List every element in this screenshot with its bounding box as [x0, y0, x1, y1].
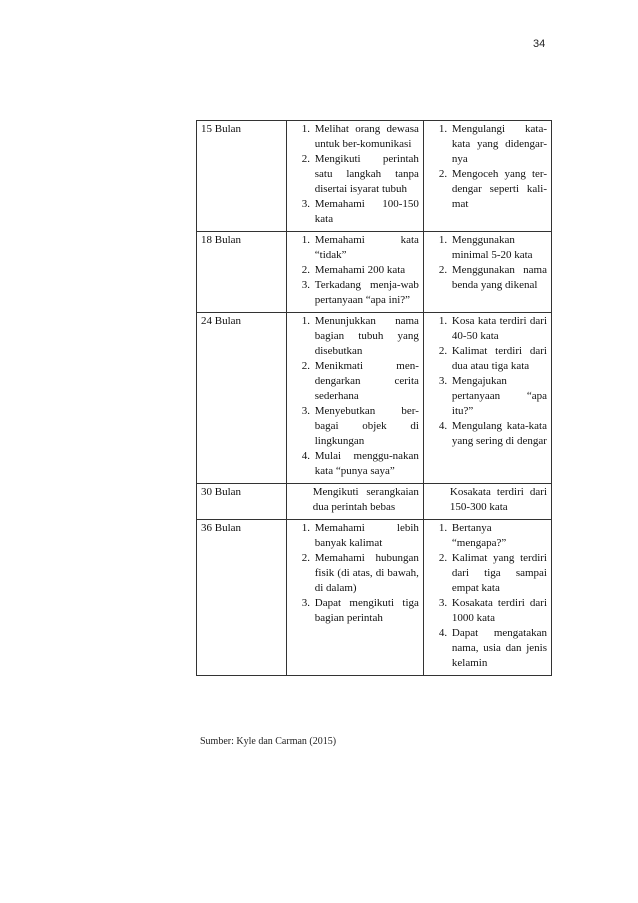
comprehension-cell	[286, 520, 423, 676]
expression-cell	[423, 520, 551, 676]
list-item: 4. Dapat mengatakan nama, usia dan jenis kelamin	[450, 626, 547, 671]
page-number: 34	[533, 38, 546, 50]
comprehension-list	[291, 122, 419, 227]
list-item: 2. Kalimat yang terdiri dari tiga sampai empat kata	[450, 551, 547, 596]
expression-list	[428, 233, 547, 293]
expression-cell	[423, 484, 551, 520]
expression-cell	[423, 313, 551, 484]
table-row	[197, 121, 552, 232]
age-cell: 30 Bulan	[197, 484, 287, 520]
table-row	[197, 520, 552, 676]
expression-list	[428, 314, 547, 449]
list-item: 3. Terkadang menja-wab pertanyaan “apa ini?”	[313, 278, 419, 308]
age-cell: 24 Bulan	[197, 313, 287, 484]
age-cell: 15 Bulan	[197, 121, 287, 232]
list-item: 1. Menunjukkan nama bagian tubuh yang disebutkan	[313, 314, 419, 359]
expression-cell	[423, 121, 551, 232]
list-item: 4. Mengulang kata-kata yang sering di dengar	[450, 419, 547, 449]
comprehension-text: Mengikuti serangkaian dua perintah bebas	[312, 486, 419, 513]
age-cell: 36 Bulan	[197, 520, 287, 676]
list-item: 1. Melihat orang dewasa untuk ber-komunikasi	[313, 122, 419, 152]
comprehension-cell	[286, 121, 423, 232]
list-item: 4. Mulai menggu-nakan kata “punya saya”	[313, 449, 419, 479]
table-row	[197, 313, 552, 484]
list-item: 2. Kalimat terdiri dari dua atau tiga kata	[450, 344, 547, 374]
list-item: 3. Mengajukan pertanyaan “apa itu?”	[450, 374, 547, 419]
list-item: 3. Memahami 100-150 kata	[313, 197, 419, 227]
list-item: 2. Memahami hubungan fisik (di atas, di bawah, di dalam)	[313, 551, 419, 596]
list-item: 1. Memahami kata “tidak”	[313, 233, 419, 263]
list-item: 2. Menikmati men-dengarkan cerita sederhana	[313, 359, 419, 404]
comprehension-cell	[286, 313, 423, 484]
comprehension-list	[291, 521, 419, 626]
list-item: 3. Kosakata terdiri dari 1000 kata	[450, 596, 547, 626]
list-item: 1. Memahami lebih banyak kalimat	[313, 521, 419, 551]
list-item: 3. Dapat mengikuti tiga bagian perintah	[313, 596, 419, 626]
list-item: 2. Mengoceh yang ter-dengar seperti kali-mat	[450, 167, 547, 212]
list-item: 1. Menggunakan minimal 5-20 kata	[450, 233, 547, 263]
comprehension-list	[291, 314, 419, 479]
source-citation: Sumber: Kyle dan Carman (2015)	[200, 736, 337, 747]
list-item: 1. Kosa kata terdiri dari 40-50 kata	[450, 314, 547, 344]
comprehension-cell	[286, 232, 423, 313]
expression-text: Kosakata terdiri dari 150-300 kata	[449, 486, 547, 513]
expression-list	[428, 122, 547, 212]
comprehension-cell	[286, 484, 423, 520]
age-cell: 18 Bulan	[197, 232, 287, 313]
list-item: 1. Bertanya “mengapa?”	[450, 521, 547, 551]
list-item: 1. Mengulangi kata-kata yang didengar-nya	[450, 122, 547, 167]
list-item: 3. Menyebutkan ber-bagai objek di lingkungan	[313, 404, 419, 449]
comprehension-list	[291, 233, 419, 308]
table-row	[197, 484, 552, 520]
list-item: 2. Memahami 200 kata	[313, 263, 419, 278]
development-table	[196, 120, 552, 676]
expression-list	[428, 521, 547, 671]
table-row	[197, 232, 552, 313]
list-item: 2. Mengikuti perintah satu langkah tanpa disertai isyarat tubuh	[313, 152, 419, 197]
list-item: 2. Menggunakan nama benda yang dikenal	[450, 263, 547, 293]
expression-cell	[423, 232, 551, 313]
